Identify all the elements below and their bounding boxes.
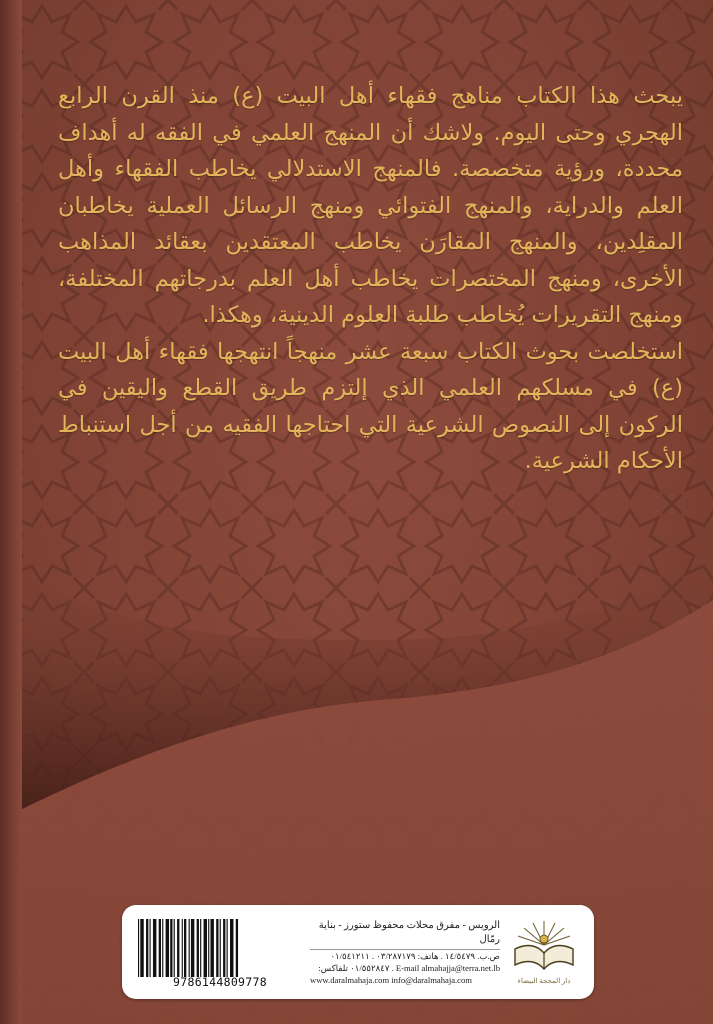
book-spine-edge	[0, 0, 22, 1024]
barcode-bar	[146, 919, 148, 977]
publisher-phone: ص.ب. ١٤/٥٤٧٩ . هاتف: ٠٣/٢٨٧١٧٩ . ٠١/٥٤١٢١١	[330, 951, 500, 961]
barcode-bar	[200, 919, 201, 977]
barcode-bar	[153, 919, 156, 977]
barcode-bar	[189, 919, 190, 977]
barcode-bar	[150, 919, 151, 977]
barcode-bar	[197, 919, 199, 977]
barcode-bar	[191, 919, 194, 977]
barcode-bar	[170, 919, 172, 977]
barcode	[134, 919, 306, 977]
barcode-bar	[166, 919, 169, 977]
blurb-paragraph-1: يبحث هذا الكتاب مناهج فقهاء أهل البيت (ع) منذ القرن الرابع الهجري وحتى اليوم. ولاشك أن المنهج العلمي في الفقه له أهداف محددة، ورؤية متخصصة. فالمنهج الاستدلالي يخاطب الفقهاء وأهل العلم والدراية، والمنهج الفتوائي ومنهج الرسائل العملية يخاطبان المقلِدين، والمنهج المقارَن يخاطب المعتقدين بعقائد المذاهب الأخرى، ومنهج المختصرات يخاطب أهل العلم بدرجاتهم المختلفة، ومنهج التقريرات يُخاطب طلبة العلوم الدينية، وهكذا.	[58, 83, 683, 328]
barcode-bar	[230, 919, 233, 977]
barcode-bar	[216, 919, 218, 977]
barcode-bar	[177, 919, 179, 977]
barcode-bar	[159, 919, 161, 977]
publisher-website: www.daralmahaja.com info@daralmahaja.com	[310, 975, 472, 985]
publisher-logo-text: دار المحجة البيضاء	[517, 977, 571, 985]
barcode-bar	[174, 919, 175, 977]
barcode-bar	[182, 919, 183, 977]
barcode-bar	[210, 919, 213, 977]
barcode-bar	[208, 919, 209, 977]
publisher-email: E-mail almahajja@terra.net.lb . ٠١/٥٥٢٨٤٧ تلفاكس:	[318, 963, 500, 973]
publisher-address: الرويس - مفرق محلات محفوظ ستورز - بناية رمّال	[310, 919, 500, 950]
barcode-bar	[140, 919, 143, 977]
barcode-bar	[204, 919, 207, 977]
isbn-number: 9786144809778	[173, 975, 267, 989]
barcode-bar	[227, 919, 228, 977]
barcode-sticker	[122, 905, 594, 999]
publisher-contact-info	[310, 919, 500, 986]
barcode-bar	[138, 919, 139, 977]
blurb-paragraph-2: استخلصت بحوث الكتاب سبعة عشر منهجاً انتهجها فقهاء أهل البيت (ع) في مسلكهم العلمي الذي إلتزم طريق القطع واليقين في الركون إلى النصوص الشرعية التي احتاجها الفقيه من أجل استنباط الأحكام الشرعية.	[58, 338, 683, 474]
barcode-bar	[162, 919, 163, 977]
barcode-bar	[236, 919, 238, 977]
barcode-bar	[184, 919, 186, 977]
back-cover-blurb	[58, 78, 683, 480]
barcode-bar	[220, 919, 221, 977]
barcode-bar	[223, 919, 225, 977]
